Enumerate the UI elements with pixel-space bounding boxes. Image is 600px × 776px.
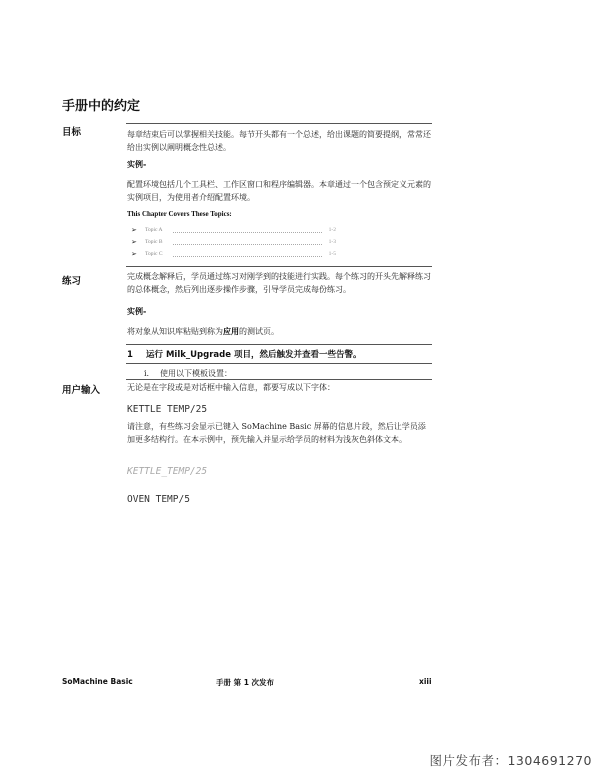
code-sample-prefilled: KETTLE_TEMP/25: [127, 466, 208, 477]
objective-example-label: 实例-: [127, 160, 147, 169]
publisher-watermark: 图片发布者：1304691270: [429, 753, 592, 768]
page-title: 手册中的约定: [62, 99, 141, 114]
sub-step: [144, 368, 232, 379]
user-input-note: 请注意，有些练习会显示已键入 SoMachine Basic 屏幕的信息片段，然后让学员添加更多结构行。在本示例中，预先输入并显示给学员的材料为浅灰色斜体文本。: [127, 422, 426, 444]
code-sample-1: KETTLE TEMP/25: [127, 404, 208, 415]
footer-edition: 手册 第 1 次发布: [216, 678, 275, 687]
example-text-pre: 将对象从知识库粘贴到称为: [127, 327, 223, 336]
objective-rule: [126, 123, 432, 124]
code-sample-2: OVEN TEMP/5: [127, 494, 190, 505]
step-heading: [127, 348, 361, 360]
leader-dots: [173, 256, 322, 257]
user-input-label: 用户输入: [62, 385, 101, 396]
example-text-bold: 应用: [223, 326, 239, 336]
step-text: 运行 Milk_Upgrade 项目，然后触发并查看一些告警。: [146, 350, 362, 360]
topics-heading: This Chapter Covers These Topics:: [127, 210, 232, 218]
topic-name: Topic B: [145, 239, 163, 245]
topic-row: [131, 226, 336, 237]
step-rule-bottom: [126, 363, 432, 364]
substep-number: i.: [144, 369, 150, 378]
footer-page-number: xiii: [419, 677, 432, 686]
bullet-arrow-icon: ➢: [131, 238, 137, 246]
topic-name: Topic A: [145, 227, 163, 233]
topic-page: 1-2: [328, 227, 336, 233]
user-input-intro: 无论是在字段或是对话框中输入信息，都要写成以下字体：: [127, 383, 335, 392]
bullet-arrow-icon: ➢: [131, 226, 137, 234]
step-number: 1: [127, 350, 133, 360]
objective-label: 目标: [62, 127, 82, 138]
step-rule-top: [126, 344, 432, 345]
exercise-example-text: [127, 325, 432, 338]
leader-dots: [173, 232, 322, 233]
topic-name: Topic C: [145, 251, 163, 257]
exercise-intro: 完成概念解释后，学员通过练习对刚学到的技能进行实践。每个练习的开头先解释练习的总体概念，然后列出逐步操作步骤，引导学员完成每份练习。: [127, 272, 431, 294]
exercise-label: 练习: [62, 276, 82, 287]
objective-example-text: 配置环境包括几个工具栏、工作区窗口和程序编辑器。本章通过一个包含预定义元素的实例项目，为使用者介绍配置环境。: [127, 180, 431, 202]
topic-page: 1-5: [328, 251, 336, 257]
bullet-arrow-icon: ➢: [131, 250, 137, 258]
example-text-post: 的测试页。: [239, 327, 279, 336]
leader-dots: [173, 244, 322, 245]
topic-page: 1-3: [328, 239, 336, 245]
exercise-rule: [126, 266, 432, 267]
footer-product: SoMachine Basic: [62, 677, 133, 686]
topic-row: [131, 238, 336, 249]
exercise-example-label: 实例-: [127, 307, 147, 316]
objective-intro: 每章结束后可以掌握相关技能。每节开头都有一个总述，给出课题的简要提纲，常常还给出实例以阐明概念性总述。: [127, 130, 431, 152]
topic-row: [131, 250, 336, 261]
user-input-rule: [126, 379, 432, 380]
substep-text: 使用以下模板设置：: [160, 369, 232, 378]
